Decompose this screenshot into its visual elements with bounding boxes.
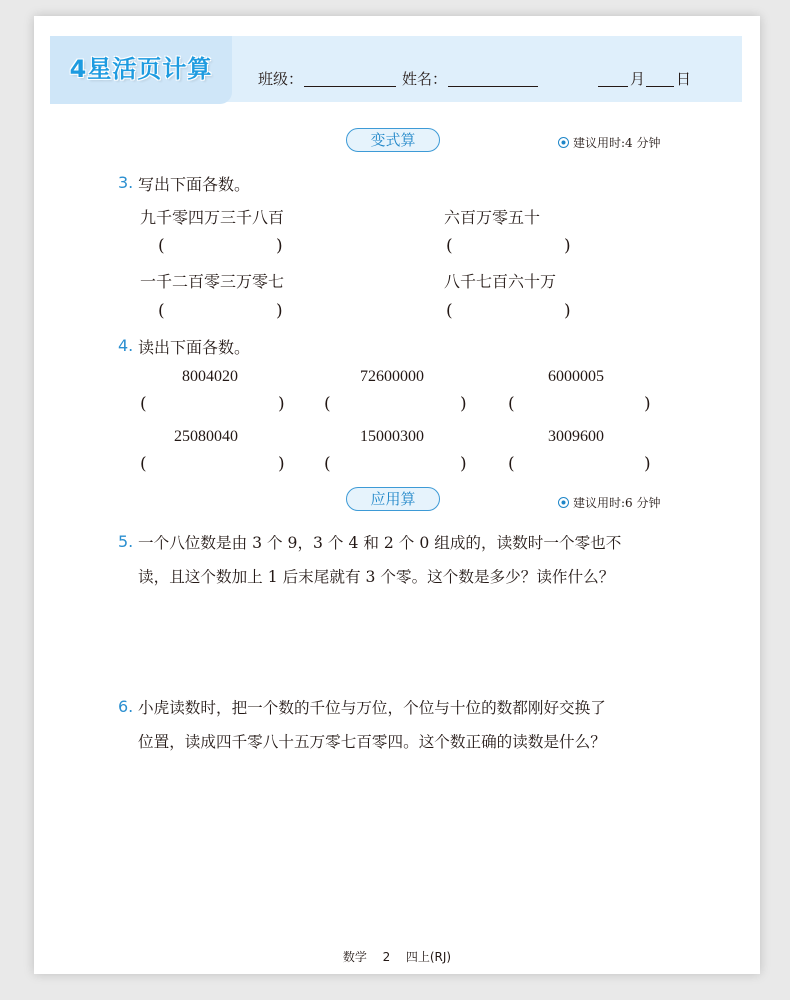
footer-page-number: 2 — [382, 950, 391, 964]
q4-answer-3-open[interactable]: ( — [508, 394, 515, 414]
q3-answer-2-open[interactable]: ( — [446, 236, 453, 256]
section-pill-yingyong: 应用算 — [346, 487, 440, 511]
worksheet-page — [34, 16, 760, 974]
q4-number-1: 8004020 — [182, 368, 238, 385]
page-title: 4星活页计算 — [69, 55, 213, 83]
day-blank[interactable] — [646, 86, 674, 87]
q3-answer-1-open[interactable]: ( — [158, 236, 165, 256]
q3-item-4: 八千七百六十万 — [444, 272, 557, 291]
footer-subject: 数学 — [342, 950, 367, 964]
footer-grade: 四上(RJ) — [405, 950, 452, 964]
question-5-line-1: 一个八位数是由 3 个 9，3 个 4 和 2 个 0 组成的，读数时一个零也不 — [138, 534, 622, 552]
class-blank[interactable] — [304, 86, 396, 87]
page-footer — [34, 948, 760, 965]
q4-answer-6-close[interactable]: ) — [644, 454, 651, 474]
day-label: 日 — [676, 70, 692, 88]
question-6-line-2: 位置，读成四千零八十五万零七百零四。这个数正确的读数是什么？ — [138, 733, 606, 751]
time-hint-yingyong — [558, 494, 661, 511]
section-pill-bianshi: 变式算 — [346, 128, 440, 152]
question-number-5: 5. — [118, 532, 134, 551]
name-label: 姓名： — [402, 70, 448, 88]
q4-answer-4-close[interactable]: ) — [278, 454, 285, 474]
question-number-4: 4. — [118, 336, 134, 355]
q4-number-5: 15000300 — [360, 428, 424, 445]
q3-answer-3-open[interactable]: ( — [158, 301, 165, 321]
month-label: 月 — [630, 70, 646, 88]
q4-answer-1-open[interactable]: ( — [140, 394, 147, 414]
time-hint-text: 建议用时:6 分钟 — [573, 496, 661, 510]
q3-answer-4-open[interactable]: ( — [446, 301, 453, 321]
q4-number-3: 6000005 — [548, 368, 604, 385]
class-label: 班级： — [258, 70, 304, 88]
clock-icon — [558, 497, 569, 508]
time-hint-bianshi — [558, 134, 661, 151]
q3-item-3: 一千二百零三万零七 — [140, 272, 285, 291]
q3-item-2: 六百万零五十 — [444, 208, 541, 227]
time-hint-text: 建议用时:4 分钟 — [573, 136, 661, 150]
question-number-3: 3. — [118, 173, 134, 192]
q3-answer-4-close[interactable]: ) — [564, 301, 571, 321]
q3-answer-3-close[interactable]: ) — [276, 301, 283, 321]
question-5-line-2: 读，且这个数加上 1 后末尾就有 3 个零。这个数是多少？读作什么？ — [138, 568, 615, 586]
question-4-prompt: 读出下面各数。 — [138, 338, 251, 357]
question-6-line-1: 小虎读数时，把一个数的千位与万位，个位与十位的数都刚好交换了 — [138, 699, 606, 717]
q4-number-4: 25080040 — [174, 428, 238, 445]
month-blank[interactable] — [598, 86, 628, 87]
name-blank[interactable] — [448, 86, 538, 87]
q4-answer-1-close[interactable]: ) — [278, 394, 285, 414]
q4-answer-2-open[interactable]: ( — [324, 394, 331, 414]
q3-answer-1-close[interactable]: ) — [276, 236, 283, 256]
q4-answer-6-open[interactable]: ( — [508, 454, 515, 474]
q4-number-6: 3009600 — [548, 428, 604, 445]
q4-answer-2-close[interactable]: ) — [460, 394, 467, 414]
clock-icon — [558, 137, 569, 148]
q3-answer-2-close[interactable]: ) — [564, 236, 571, 256]
q4-number-2: 72600000 — [360, 368, 424, 385]
question-3-prompt: 写出下面各数。 — [138, 175, 251, 194]
q4-answer-4-open[interactable]: ( — [140, 454, 147, 474]
question-number-6: 6. — [118, 697, 134, 716]
q4-answer-5-open[interactable]: ( — [324, 454, 331, 474]
q4-answer-3-close[interactable]: ) — [644, 394, 651, 414]
q4-answer-5-close[interactable]: ) — [460, 454, 467, 474]
q3-item-1: 九千零四万三千八百 — [140, 208, 285, 227]
